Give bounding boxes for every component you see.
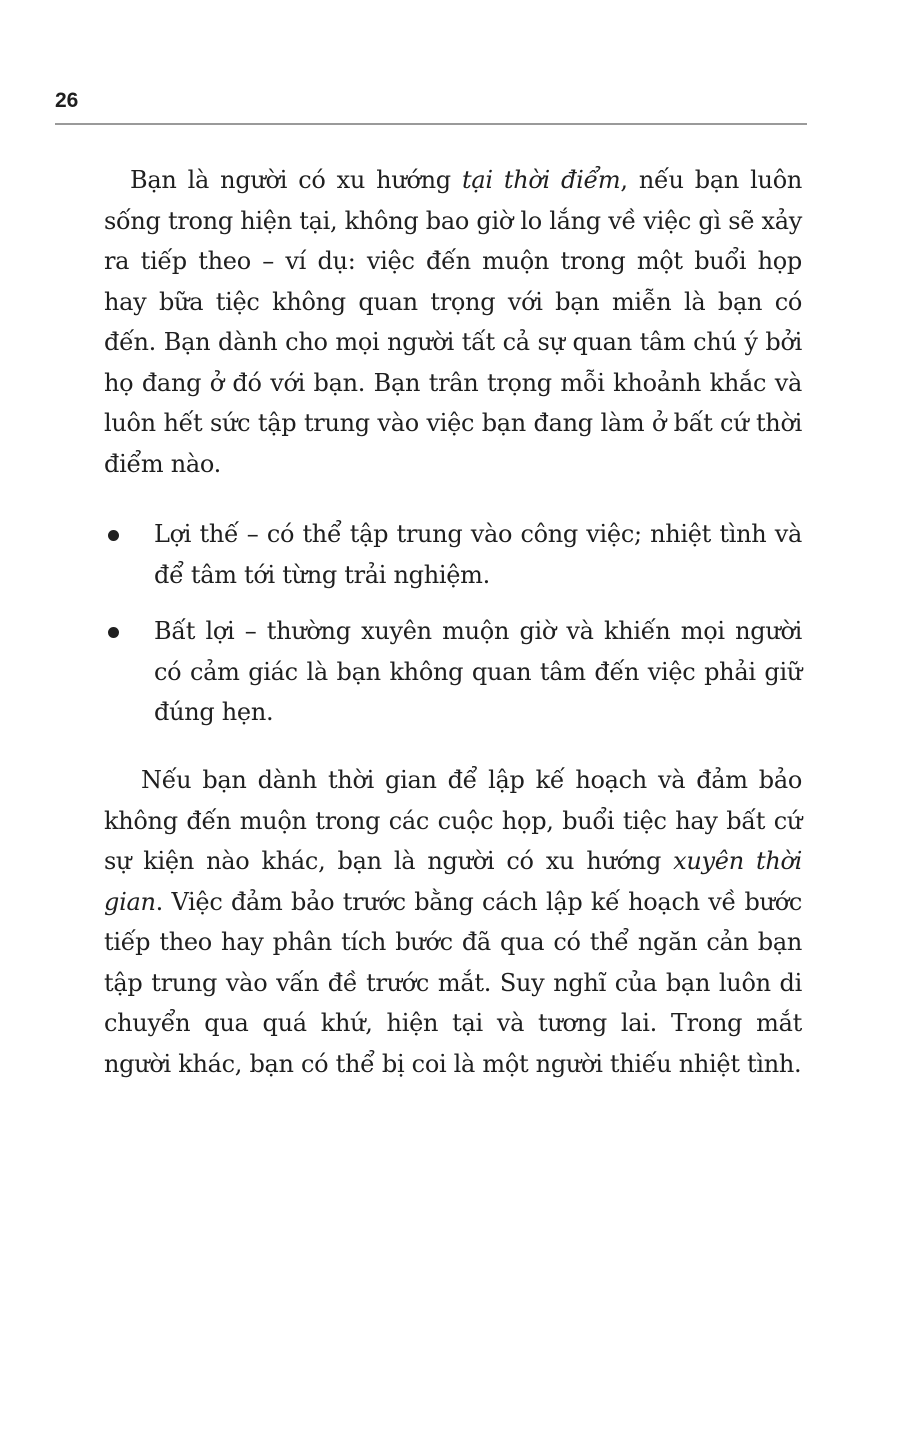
paragraph-2-emphasis: xuyên thời gian xyxy=(104,847,802,916)
paragraph-2-text-start: Nếu bạn dành thời gian để lập kế hoạch và đảm bảo không đến muộn trong các cuộc họp, buổi tiệc hay bất cứ sự kiện nào khác, bạn là người có xu hướng xyxy=(104,766,802,875)
paragraph-present-oriented xyxy=(104,160,802,484)
bullet-dot-icon xyxy=(108,627,119,638)
bullet-text-disadvantage: Bất lợi – thường xuyên muộn giờ và khiến mọi người có cảm giác là bạn không quan tâm đến việc phải giữ đúng hẹn. xyxy=(154,617,802,726)
paragraph-1-text-start: Bạn là người có xu hướng xyxy=(130,166,462,194)
bullet-item-advantage xyxy=(104,514,802,595)
paragraph-1-text-end: , nếu bạn luôn sống trong hiện tại, không bao giờ lo lắng về việc gì sẽ xảy ra tiếp theo – ví dụ: việc đến muộn trong một buổi họp hay bữa tiệc không quan trọng với bạn miễn là bạn có đến. Bạn dành cho mọi người tất cả sự quan tâm chú ý bởi họ đang ở đó với bạn. Bạn trân trọng mỗi khoảnh khắc và luôn hết sức tập trung vào việc bạn đang làm ở bất cứ thời điểm nào. xyxy=(104,166,802,478)
bullet-list xyxy=(104,514,802,749)
page-number: 26 xyxy=(55,89,79,112)
bullet-text-advantage: Lợi thế – có thể tập trung vào công việc; nhiệt tình và để tâm tới từng trải nghiệm. xyxy=(154,520,802,589)
paragraph-2-text-end: . Việc đảm bảo trước bằng cách lập kế hoạch về bước tiếp theo hay phân tích bước đã qua có thể ngăn cản bạn tập trung vào vấn đề trước mắt. Suy nghĩ của bạn luôn di chuyển qua quá khứ, hiện tại và tương lai. Trong mắt người khác, bạn có thể bị coi là một người thiếu nhiệt tình. xyxy=(104,887,802,1078)
bullet-item-disadvantage xyxy=(104,611,802,733)
header-divider xyxy=(55,123,807,125)
paragraph-1-emphasis: tại thời điểm xyxy=(462,166,621,194)
paragraph-through-time xyxy=(104,760,802,1084)
bullet-dot-icon xyxy=(108,530,119,541)
